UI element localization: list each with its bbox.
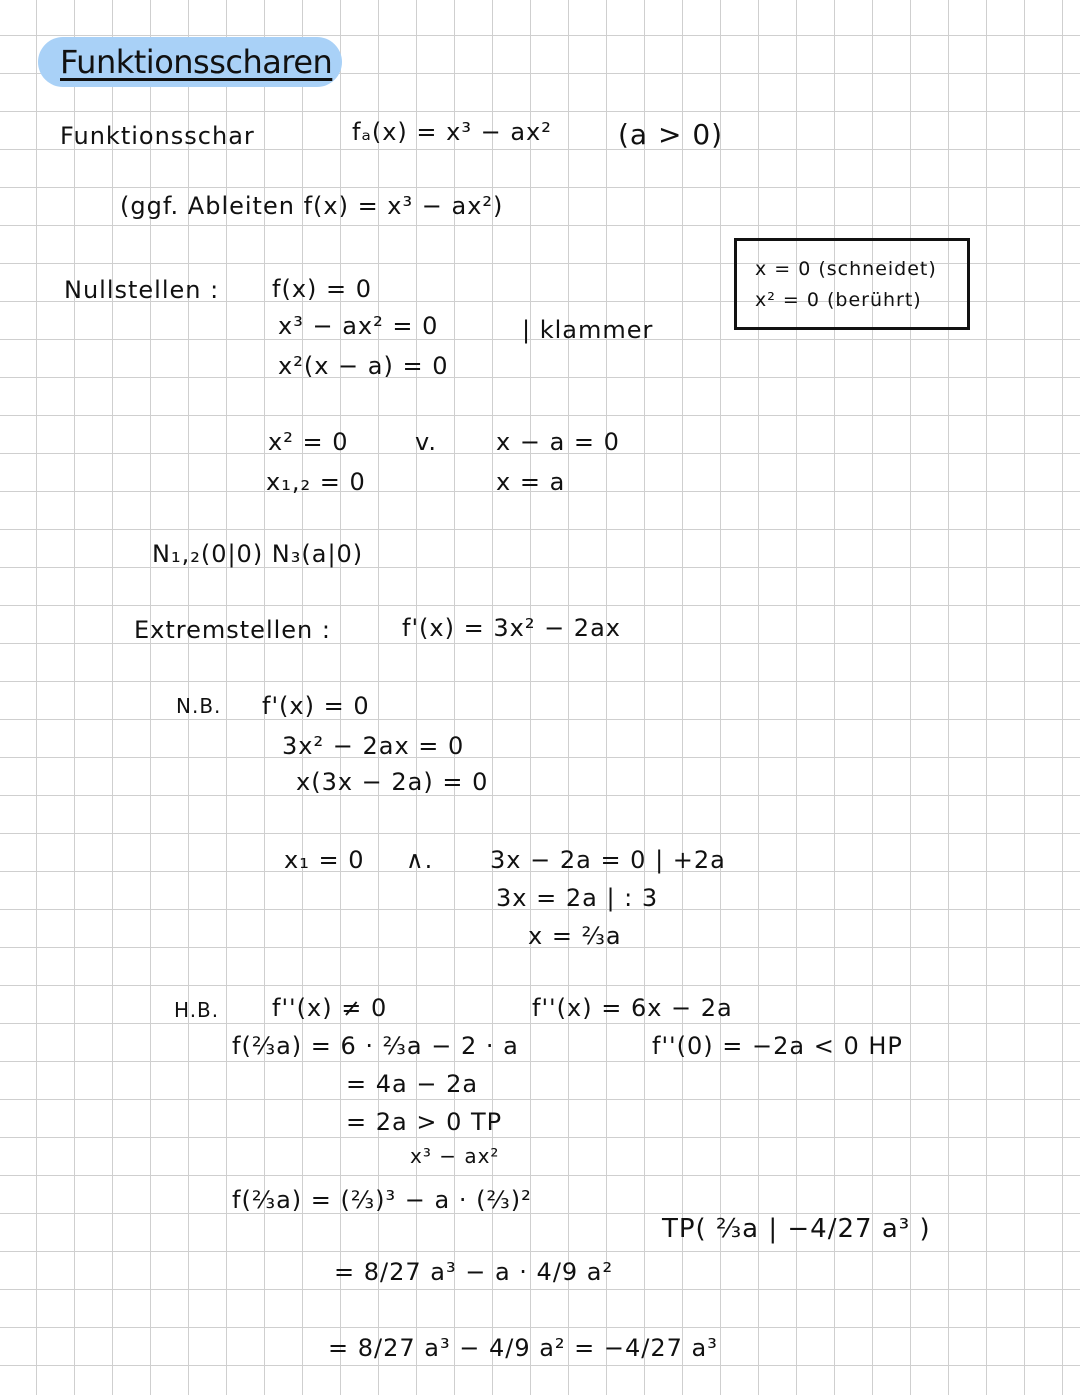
nb-label: N.B.	[176, 694, 222, 718]
nb-step-5: 3x = 2a | : 3	[496, 884, 659, 912]
nb-step-6: x = ⅔a	[528, 922, 622, 950]
hb-step-2: f(⅔a) = 6 · ⅔a − 2 · a	[232, 1032, 519, 1060]
roots-step-4a: x² = 0	[268, 428, 349, 456]
roots-points: N₁,₂(0|0) N₃(a|0)	[152, 540, 364, 568]
page-title: Funktionsscharen	[60, 43, 333, 81]
box-line-1: x = 0 (schneidet)	[755, 258, 937, 280]
nb-step-4c: 3x − 2a = 0 | +2a	[490, 846, 726, 874]
hb-label: H.B.	[174, 998, 220, 1022]
nb-step-4a: x₁ = 0	[284, 846, 365, 874]
nb-step-3: x(3x − 2a) = 0	[296, 768, 489, 796]
def-formula: fₐ(x) = x³ − ax²	[352, 118, 552, 146]
nb-step-4b: ∧.	[406, 846, 434, 874]
title-highlight	[38, 37, 342, 87]
roots-step-5a: x₁,₂ = 0	[266, 468, 366, 496]
hb-step-4: = 2a > 0 TP	[346, 1108, 503, 1136]
hb-step-8: = 8/27 a³ − 4/9 a² = −4/27 a³	[328, 1334, 718, 1362]
nb-step-1: f'(x) = 0	[262, 692, 370, 720]
hb-high-point: f''(0) = −2a < 0 HP	[652, 1032, 903, 1060]
hb-step-3: = 4a − 2a	[346, 1070, 479, 1098]
hb-step-1: f''(x) ≠ 0	[272, 994, 388, 1022]
roots-step-4c: x − a = 0	[496, 428, 620, 456]
root-type-box	[734, 238, 970, 330]
turning-point: TP( ⅔a | −4/27 a³ )	[662, 1214, 931, 1244]
nb-step-2: 3x² − 2ax = 0	[282, 732, 465, 760]
def-condition: (a > 0)	[618, 118, 724, 151]
box-line-2: x² = 0 (berührt)	[755, 289, 922, 311]
roots-step-2-note: | klammer	[522, 316, 654, 344]
roots-step-2: x³ − ax² = 0	[278, 312, 439, 340]
roots-step-1: f(x) = 0	[272, 275, 373, 303]
ext-derivative: f'(x) = 3x² − 2ax	[402, 614, 621, 642]
hb-step-6: f(⅔a) = (⅔)³ − a · (⅔)²	[232, 1186, 532, 1214]
hb-step-5: x³ − ax²	[410, 1144, 500, 1168]
hb-step-7: = 8/27 a³ − a · 4/9 a²	[334, 1258, 614, 1286]
derivative-note: (ggf. Ableiten f(x) = x³ − ax²)	[120, 192, 504, 220]
roots-step-4b: v.	[415, 428, 437, 456]
def-label: Funktionsschar	[60, 122, 255, 150]
roots-step-5c: x = a	[496, 468, 566, 496]
roots-label: Nullstellen :	[64, 276, 220, 304]
roots-step-3: x²(x − a) = 0	[278, 352, 449, 380]
hb-second-derivative: f''(x) = 6x − 2a	[532, 994, 733, 1022]
ext-label: Extremstellen :	[134, 616, 331, 644]
